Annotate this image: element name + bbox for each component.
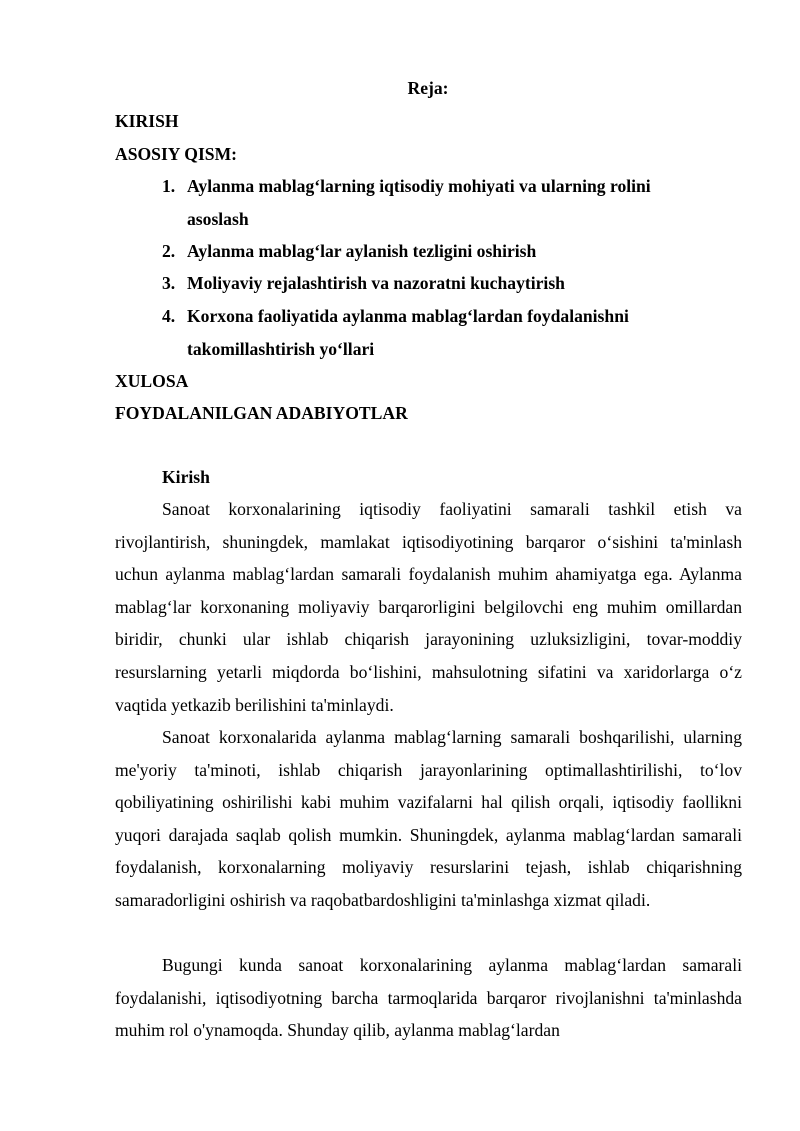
toc-main-part: ASOSIY QISM:	[115, 144, 238, 164]
toc-references: FOYDALANILGAN ADABIYOTLAR	[115, 403, 408, 423]
paragraph-3: Bugungi kunda sanoat korxonalarining aylanma mablag‘lardan samarali foydalanishi, iqtisodiyotning barcha tarmoqlarida barqaror rivojlanishni ta'minlashda muhim rol o'ynamoqda. Shunday qilib, aylanma mablag‘lardan	[115, 955, 742, 1041]
paragraph-2: Sanoat korxonalarida aylanma mablag‘larning samarali boshqarilishi, ularning me'yoriy ta'minoti, ishlab chiqarish jarayonlarining optimallashtirilishi, to‘lov qobiliyatining oshirilishi kabi muhim vazifalarni hal qilish orqali, iqtisodiy faollikni yuqori darajada saqlab qolish mumkin. Shuningdek, aylanma mablag‘lardan samarali foydalanish, korxonalarning moliyaviy resurslarini tejash, ishlab chiqarishning samaradorligini oshirish va raqobatbardoshligini ta'minlashga xizmat qiladi.	[115, 727, 742, 910]
toc-intro: KIRISH	[115, 111, 179, 131]
toc-item-number: 3.	[162, 273, 176, 293]
plan-title: Reja:	[407, 78, 449, 98]
toc-item-number: 2.	[162, 241, 176, 261]
paragraph-1: Sanoat korxonalarining iqtisodiy faoliyatini samarali tashkil etish va rivojlantirish, shuningdek, mamlakat iqtisodiyotining barqaror o‘sishini ta'minlash uchun aylanma mablag‘lardan samarali foydalanish muhim ahamiyatga ega. Aylanma mablag‘lar korxonaning moliyaviy barqarorligini belgilovchi eng muhim omillardan biridir, chunki ular ishlab chiqarish jarayonining uzluksizligini, tovar-moddiy resurslarning yetarli miqdorda bo‘lishini, mahsulotning sifatini va xaridorlarga o‘z vaqtida yetkazib berilishini ta'minlaydi.	[115, 499, 742, 715]
section-heading: Kirish	[162, 467, 210, 487]
toc-item-text: Aylanma mablag‘lar aylanish tezligini oshirish	[187, 240, 537, 261]
toc-item-text: Korxona faoliyatida aylanma mablag‘lardan foydalanishni takomillashtirish yo‘llari	[187, 305, 629, 359]
toc-item-text: Moliyaviy rejalashtirish va nazoratni kuchaytirish	[187, 272, 565, 293]
toc-item-number: 1.	[162, 176, 176, 196]
toc-conclusion: XULOSA	[115, 371, 189, 391]
toc-item-number: 4.	[162, 306, 176, 326]
toc-item-text: Aylanma mablag‘larning iqtisodiy mohiyati va ularning rolini asoslash	[187, 175, 651, 229]
